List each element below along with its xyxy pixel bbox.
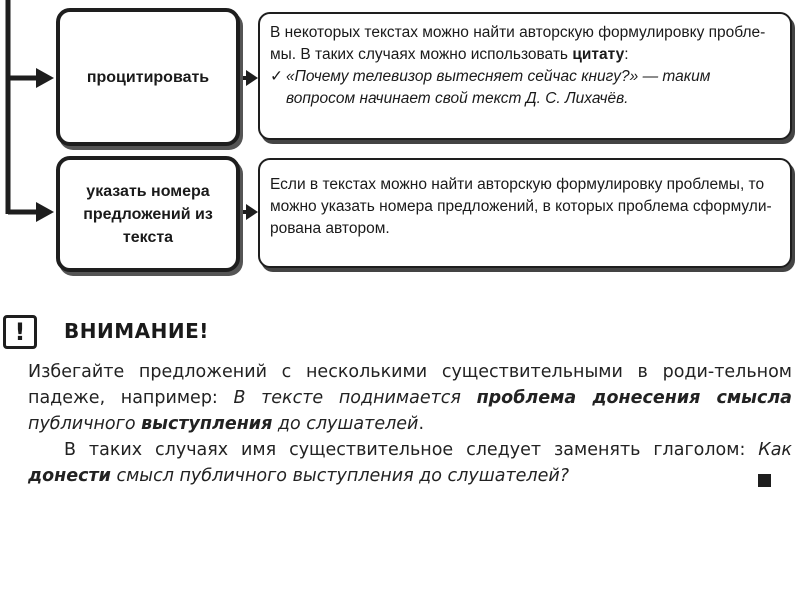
step-label: процитировать <box>86 68 210 86</box>
example-item <box>270 66 782 110</box>
description-box-sentence-numbers <box>258 158 792 268</box>
arrow-right-icon <box>8 68 54 88</box>
arrow-right-icon <box>8 202 54 222</box>
attention-body <box>28 359 792 489</box>
arrow-right-icon <box>238 70 258 86</box>
description-text: В некоторых текстах можно найти авторскую формулировку пробле- мы. В таких случаях можно использовать цитату: <box>270 24 766 63</box>
example-text: «Почему телевизор вытесняет сейчас книгу?» — таким вопросом начинает свой текст Д. С. Лихачёв. <box>286 68 711 107</box>
end-square-icon <box>758 474 771 487</box>
attention-paragraph-1: Избегайте предложений с несколькими существительными в роди-тельном падеже, например: В тексте поднимается проблема донесения смысла публичного выступления до слушателей. <box>28 362 792 434</box>
exclamation-icon: ! <box>3 315 37 349</box>
arrow-right-icon <box>238 204 258 220</box>
step-label: указать номера предложений из текста <box>83 182 213 246</box>
description-box-quote <box>258 12 792 140</box>
description-text: Если в текстах можно найти авторскую формулировку проблемы, то можно указать номера предложений, в которых проблема сформули-рована автором. <box>270 176 772 237</box>
attention-paragraph-2: В таких случаях имя существительное следует заменять глаголом: Как донести смысл публичного выступления до слушателей? <box>28 440 792 486</box>
step-box-sentence-numbers <box>56 156 240 272</box>
attention-title: ВНИМАНИЕ! <box>64 319 209 343</box>
checkmark-icon: ✓ <box>270 68 283 85</box>
step-box-quote <box>56 8 240 146</box>
